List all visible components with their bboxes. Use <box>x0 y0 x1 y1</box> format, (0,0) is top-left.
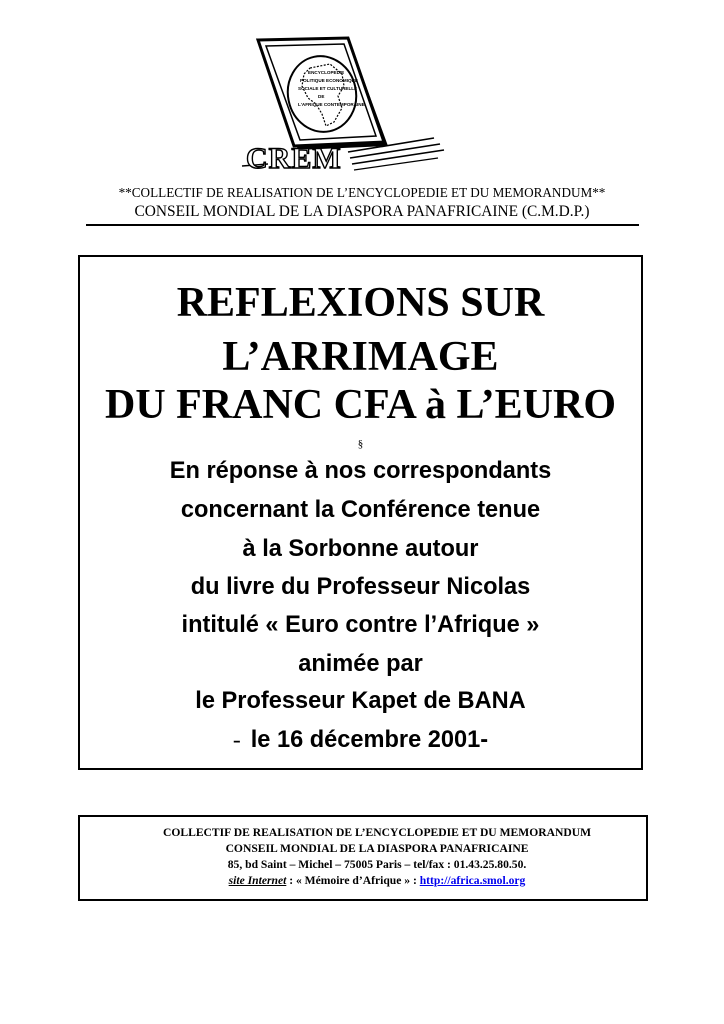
emblem-line-4: DE <box>318 94 325 99</box>
logo-wordmark: CREM <box>246 142 342 175</box>
footer-contact-box <box>78 815 648 901</box>
crem-emblem-icon <box>238 34 448 176</box>
date-line <box>80 725 641 755</box>
subtitle-line-5: intitulé « Euro contre l’Afrique » <box>181 612 540 638</box>
subtitle-line-4: du livre du Professeur Nicolas <box>190 574 531 600</box>
footer-address: 85, bd Saint – Michel – 75005 Paris – tel/fax : 01.43.25.80.50. <box>227 858 527 871</box>
section-mark: § <box>357 438 364 450</box>
subtitle-line-6: animée par <box>298 651 423 677</box>
footer-conseil: CONSEIL MONDIAL DE LA DIASPORA PANAFRICAINE <box>225 842 529 855</box>
date-dash: - <box>232 727 241 753</box>
footer-website <box>94 873 660 888</box>
header-collectif: **COLLECTIF DE REALISATION DE L’ENCYCLOPEDIE ET DU MEMORANDUM** <box>118 185 606 200</box>
date-text: le 16 décembre 2001- <box>250 727 489 753</box>
header-conseil: CONSEIL MONDIAL DE LA DIASPORA PANAFRICAINE (C.M.D.P.) <box>134 203 590 220</box>
title-line-3: DU FRANC CFA à L’EURO <box>104 382 616 428</box>
subtitle-line-3: à la Sorbonne autour <box>242 536 479 562</box>
subtitle-line-7: le Professeur Kapet de BANA <box>195 688 526 714</box>
emblem-line-2: POLITIQUE ECONOMIQUE <box>300 78 358 83</box>
emblem-line-5: L'AFRIQUE CONTEMPORAINE <box>298 102 365 107</box>
crem-logo <box>238 34 448 176</box>
emblem-line-1: ENCYCLOPEDIE <box>308 70 345 75</box>
site-middle: : « Mémoire d’Afrique » : <box>286 874 420 887</box>
site-label: site Internet <box>228 874 287 887</box>
title-line-1: REFLEXIONS SUR <box>176 280 545 326</box>
header-divider <box>86 224 639 226</box>
website-link[interactable]: http://africa.smol.org <box>419 874 526 887</box>
title-line-2: L’ARRIMAGE <box>222 334 499 380</box>
subtitle-line-2: concernant la Conférence tenue <box>180 497 541 523</box>
main-title-box <box>78 255 643 770</box>
subtitle-line-1: En réponse à nos correspondants <box>169 458 552 484</box>
footer-collectif: COLLECTIF DE REALISATION DE L’ENCYCLOPEDIE ET DU MEMORANDUM <box>162 826 592 839</box>
emblem-line-3: SOCIALE ET CULTURELLE <box>298 86 358 91</box>
